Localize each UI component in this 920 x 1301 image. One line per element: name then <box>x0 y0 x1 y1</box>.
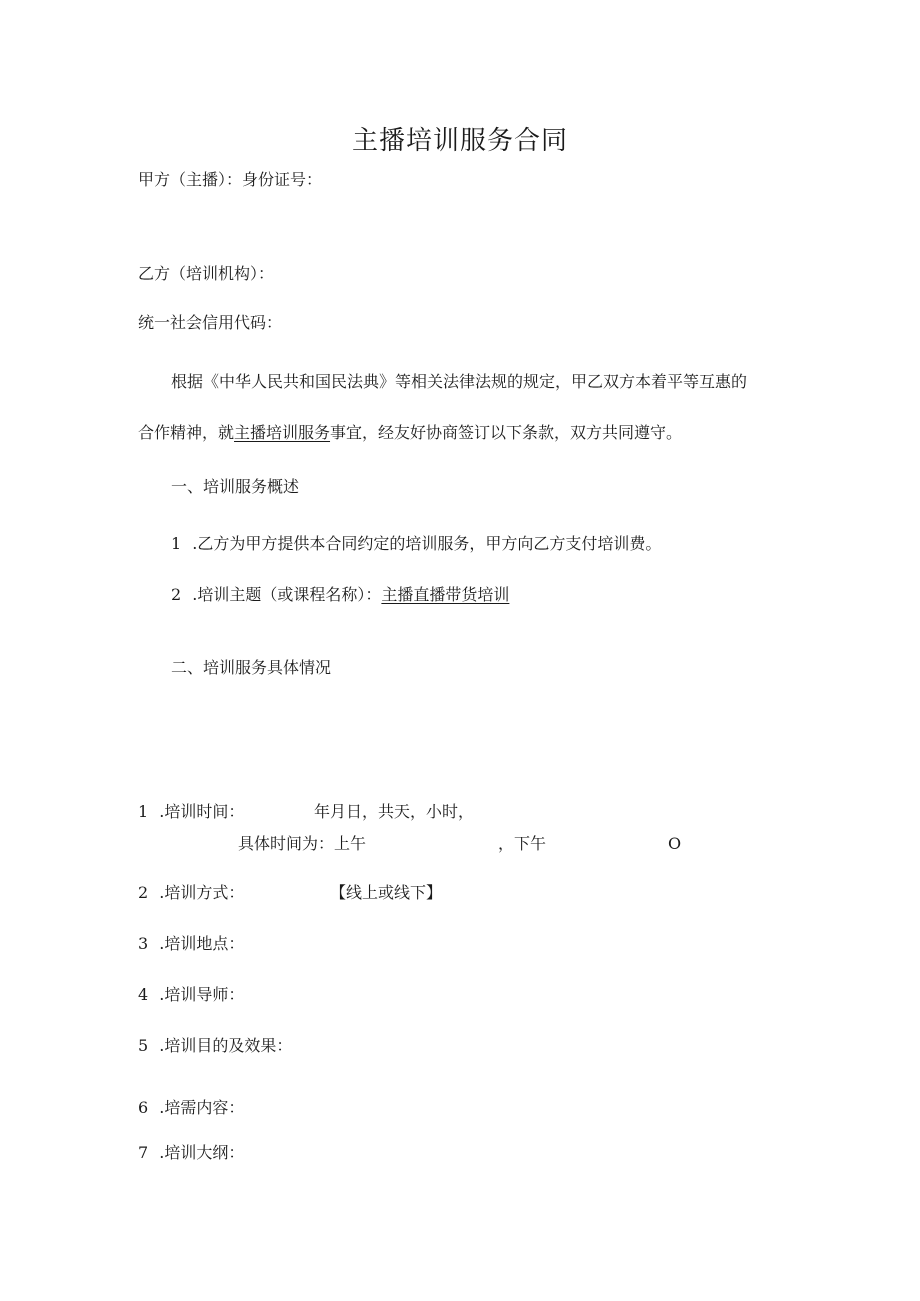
section-2-item-5 <box>138 1036 292 1056</box>
item-label: .培训时间： <box>159 802 245 821</box>
item-number: 4 <box>138 985 149 1004</box>
credit-code-line: 统一社会信用代码： <box>138 313 283 332</box>
item-number: 3 <box>138 934 149 953</box>
item-number: 6 <box>138 1098 149 1117</box>
item-text: .培训主题（或课程名称）： <box>192 585 382 604</box>
item-number: 1 <box>171 534 182 553</box>
item-label: .培训目的及效果： <box>159 1036 293 1055</box>
item-number: 5 <box>138 1036 149 1055</box>
section-2-item-3 <box>138 934 244 954</box>
item-label: .培训导师： <box>159 985 245 1004</box>
section-2-item-2 <box>138 883 244 903</box>
section-1-heading: 一、培训服务概述 <box>171 477 300 496</box>
item-text: .乙方为甲方提供本合同约定的培训服务，甲方向乙方支付培训费。 <box>192 534 662 553</box>
section-2-item-1 <box>138 802 244 822</box>
section-2-item-7 <box>138 1143 244 1163</box>
intro-prefix: 合作精神，就 <box>138 423 235 442</box>
item-label: .培训方式： <box>159 883 245 902</box>
section-1-item-2 <box>171 585 509 605</box>
time-detail-end: O <box>668 834 682 853</box>
section-2-heading: 二、培训服务具体情况 <box>171 658 332 677</box>
intro-suffix: 事宜，经友好协商签订以下条款，双方共同遵守。 <box>330 423 683 442</box>
intro-underlined-topic: 主播培训服务 <box>234 423 331 442</box>
page-title: 主播培训服务合同 <box>351 126 568 156</box>
item-label: .培训地点： <box>159 934 245 953</box>
section-2-item-6 <box>138 1098 244 1118</box>
section-2-item-4 <box>138 985 244 1005</box>
item-number: 2 <box>171 585 182 604</box>
item-number: 1 <box>138 802 149 821</box>
training-topic-value: 主播直播带货培训 <box>381 585 510 604</box>
item-label: .培训大纲： <box>159 1143 245 1162</box>
item-number: 7 <box>138 1143 149 1162</box>
item-number: 2 <box>138 883 149 902</box>
training-time-value: 年月日，共天，小时， <box>314 802 475 821</box>
intro-line-2 <box>138 423 682 443</box>
party-b-line: 乙方（培训机构）： <box>138 264 275 283</box>
party-a-line: 甲方（主播）：身份证号： <box>138 170 323 189</box>
section-1-item-1 <box>171 534 661 554</box>
time-detail-pm: ，下午 <box>498 834 547 853</box>
intro-line-1: 根据《中华人民共和国民法典》等相关法律法规的规定，甲乙双方本着平等互惠的 <box>171 372 748 391</box>
time-detail-am: 具体时间为：上午 <box>238 834 367 853</box>
item-label: .培需内容： <box>159 1098 245 1117</box>
training-method-value: 【线上或线下】 <box>330 883 443 902</box>
